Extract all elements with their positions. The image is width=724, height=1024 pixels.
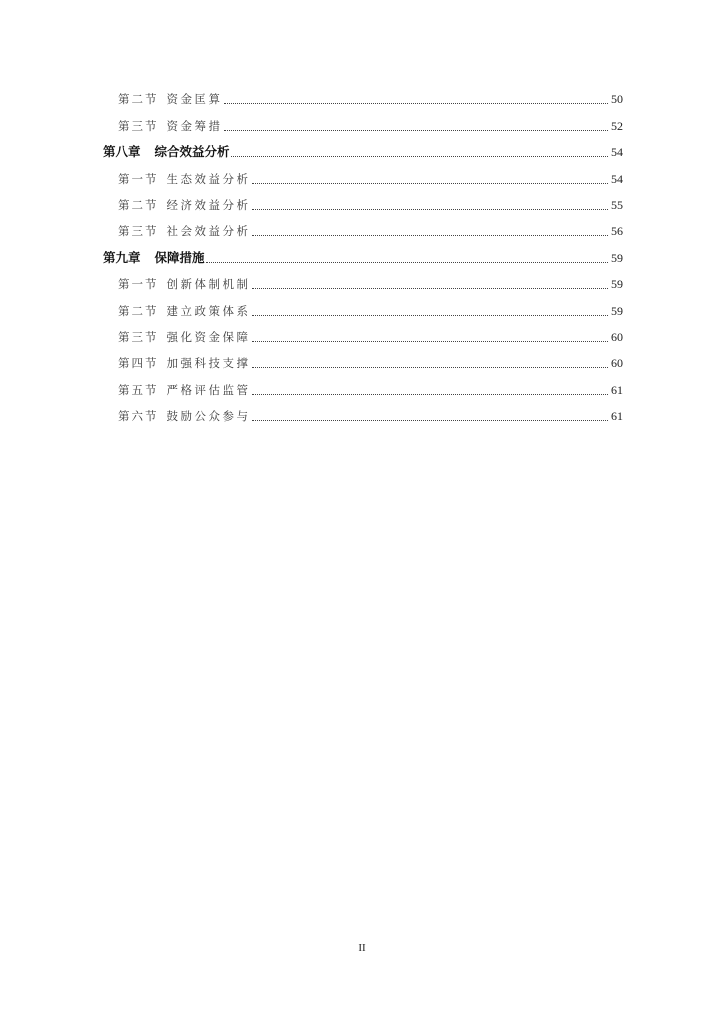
toc-entry-section[interactable] [103, 326, 623, 352]
dot-leader [224, 103, 609, 104]
toc-entry-number: 第二节 [118, 92, 159, 107]
toc-entry-title: 加强科技支撑 [166, 356, 251, 371]
toc-entry-section[interactable] [103, 114, 623, 140]
dot-leader [252, 209, 609, 210]
toc-entry-title: 生态效益分析 [166, 171, 251, 186]
toc-entry-section[interactable] [103, 194, 623, 220]
toc-entry-page: 60 [611, 356, 623, 371]
toc-entry-number: 第三节 [118, 224, 159, 239]
toc-entry-number: 第二节 [118, 303, 159, 318]
toc-entry-page: 54 [611, 145, 623, 160]
toc-entry-page: 55 [611, 197, 623, 212]
toc-entry-section[interactable] [103, 299, 623, 325]
toc-entry-title: 资金匡算 [166, 92, 223, 107]
toc-entry-section[interactable] [103, 88, 623, 114]
toc-entry-page: 60 [611, 329, 623, 344]
toc-entry-section[interactable] [103, 220, 623, 246]
dot-leader [224, 130, 609, 131]
toc-entry-page: 56 [611, 224, 623, 239]
toc-entry-title: 严格评估监管 [166, 382, 251, 397]
dot-leader [252, 315, 609, 316]
dot-leader [252, 394, 609, 395]
dot-leader [231, 156, 608, 157]
toc-entry-number: 第二节 [118, 197, 159, 212]
toc-entry-page: 59 [611, 250, 623, 265]
table-of-contents [103, 88, 623, 431]
toc-entry-page: 52 [611, 118, 623, 133]
dot-leader [252, 367, 609, 368]
toc-entry-title: 强化资金保障 [166, 329, 251, 344]
toc-entry-title: 社会效益分析 [166, 224, 251, 239]
toc-entry-number: 第六节 [118, 409, 159, 424]
toc-chapter-number: 第八章 [103, 144, 141, 160]
toc-entry-section[interactable] [103, 352, 623, 378]
dot-leader [252, 288, 609, 289]
toc-entry-title: 建立政策体系 [166, 303, 251, 318]
toc-entry-chapter[interactable] [103, 246, 623, 272]
toc-entry-number: 第四节 [118, 356, 159, 371]
toc-entry-chapter[interactable] [103, 141, 623, 167]
toc-entry-page: 61 [611, 382, 623, 397]
toc-entry-title: 鼓励公众参与 [166, 409, 251, 424]
toc-entry-number: 第三节 [118, 118, 159, 133]
toc-chapter-title: 综合效益分析 [154, 144, 230, 160]
toc-entry-number: 第一节 [118, 277, 159, 292]
toc-entry-title: 资金筹措 [166, 118, 223, 133]
toc-entry-page: 50 [611, 92, 623, 107]
toc-chapter-number: 第九章 [103, 249, 141, 265]
toc-entry-number: 第一节 [118, 171, 159, 186]
dot-leader [252, 235, 609, 236]
toc-entry-page: 54 [611, 171, 623, 186]
toc-chapter-title: 保障措施 [154, 249, 205, 265]
toc-entry-section[interactable] [103, 378, 623, 404]
toc-entry-page: 61 [611, 409, 623, 424]
dot-leader [252, 183, 609, 184]
toc-entry-number: 第三节 [118, 329, 159, 344]
toc-entry-page: 59 [611, 303, 623, 318]
dot-leader [206, 262, 608, 263]
dot-leader [252, 420, 609, 421]
toc-entry-title: 经济效益分析 [166, 197, 251, 212]
toc-entry-section[interactable] [103, 167, 623, 193]
page-number: II [358, 942, 366, 954]
toc-entry-number: 第五节 [118, 382, 159, 397]
toc-entry-page: 59 [611, 277, 623, 292]
toc-entry-title: 创新体制机制 [166, 277, 251, 292]
dot-leader [252, 341, 609, 342]
toc-entry-section[interactable] [103, 405, 623, 431]
toc-entry-section[interactable] [103, 273, 623, 299]
